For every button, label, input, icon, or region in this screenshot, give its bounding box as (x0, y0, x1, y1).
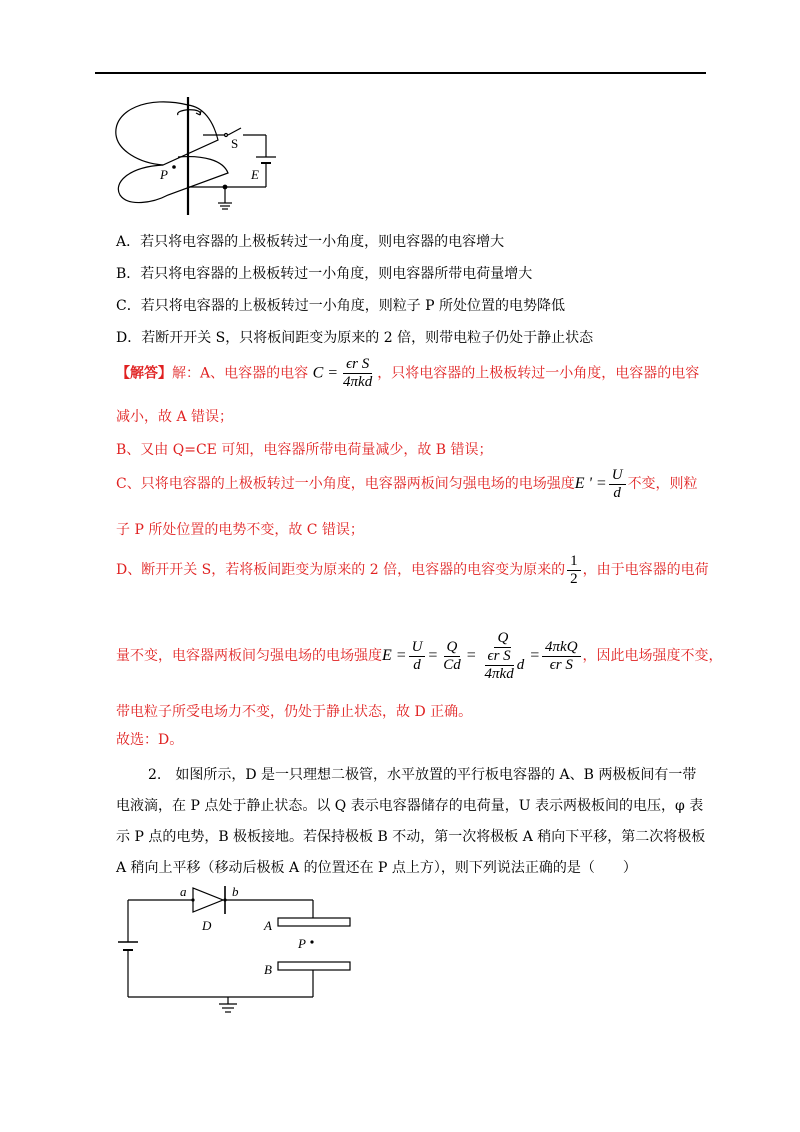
solution-d-line2: 量不变，电容器两板间匀强电场的电场强度E = $\frac{U}{d}$ = $\frac{Q}{Cd}$ = Q $\frac{\text{ϵr S}}{\text{4πkd}}$ d = $\frac{\text{4πkQ}}{\text{ϵr S}}$ ，因此电场强度不变， (116, 622, 723, 690)
label-plate-a: A (264, 918, 272, 933)
label-diode-d: D (202, 918, 212, 933)
label-node-a: a (180, 884, 187, 899)
option-a: A．若只将电容器的上极板转过一小角度，则电容器的电容增大 (116, 234, 505, 250)
question2-line1: 2. 如图所示，D 是一只理想二极管，水平放置的平行板电容器的 A、B 两极板间有一带 (148, 767, 697, 783)
solution-d-line3: 带电粒子所受电场力不变，仍处于静止状态，故 D 正确。 (116, 704, 473, 720)
formula-e1-lhs: E ' = (574, 475, 607, 492)
formula-one-half: $\frac{1}{2}$ (567, 553, 581, 588)
header-rule (95, 72, 706, 74)
capacitor-figure-1 (108, 95, 283, 215)
question2-line4: A 稍向上平移（移动后极板 A 的位置还在 P 点上方），则下列说法正确的是（ ） (116, 860, 637, 876)
formula-e-derivation: E = $\frac{U}{d}$ = $\frac{Q}{Cd}$ = Q $\frac{\text{ϵr S}}{\text{4πkd}}$ d = $\frac{\text{4πkQ}}{\text{ϵr S}}$ (382, 622, 583, 690)
solution-a-line2: 减小，故 A 错误； (116, 409, 234, 425)
diode-circuit-figure (118, 880, 368, 1020)
label-point-p: P (160, 167, 168, 182)
solution-answer: 故选：D。 (116, 732, 184, 748)
label-point-p-2: P (298, 936, 306, 951)
label-switch-s: S (231, 136, 239, 151)
option-b: B．若只将电容器的上极板转过一小角度，则电容器所带电荷量增大 (116, 266, 533, 282)
label-emf-e: E (251, 167, 259, 182)
label-plate-b: B (264, 962, 272, 977)
solution-tag: 【解答】 (116, 365, 172, 382)
formula-capacitance: $\frac{\text{ϵr S}}{\text{4πkd}}$ (343, 356, 373, 390)
option-c: C．若只将电容器的上极板转过一小角度，则粒子 P 所处位置的电势降低 (116, 298, 566, 314)
question2-line2: 电液滴，在 P 点处于静止状态。以 Q 表示电容器储存的电荷量，U 表示两极板间的电压，φ 表 (116, 798, 704, 814)
solution-a-line: 【解答】解：A、电容器的电容 C = $\frac{\text{ϵr S}}{\text{4πkd}}$ ，只将电容器的上极板转过一小角度，电容器的电容 (116, 356, 700, 390)
option-d: D．若断开开关 S，只将板间距变为原来的 2 倍，则带电粒子仍处于静止状态 (116, 330, 594, 346)
question2-line3: 示 P 点的电势，B 极板接地。若保持极板 B 不动，第一次将极板 A 稍向下平移，第二次将极板 (116, 829, 706, 845)
formula-field-strength: $\frac{U}{d}$ (609, 467, 626, 502)
solution-b-line: B、又由 Q=CE 可知，电容器所带电荷量减少，故 B 错误； (116, 442, 493, 458)
solution-d-line: D、断开开关 S，若将板间距变为原来的 2 倍，电容器的电容变为原来的 $\frac{1}{2}$ ，由于电容器的电荷 (116, 552, 709, 587)
formula-c-lhs: C = (312, 364, 339, 382)
solution-c-line: C、只将电容器的上极板转过一小角度，电容器两板间匀强电场的电场强度E ' = $\frac{U}{d}$ 不变，则粒 (116, 466, 698, 501)
label-node-b: b (232, 884, 239, 899)
solution-c-line2: 子 P 所处位置的电势不变，故 C 错误； (116, 522, 364, 538)
